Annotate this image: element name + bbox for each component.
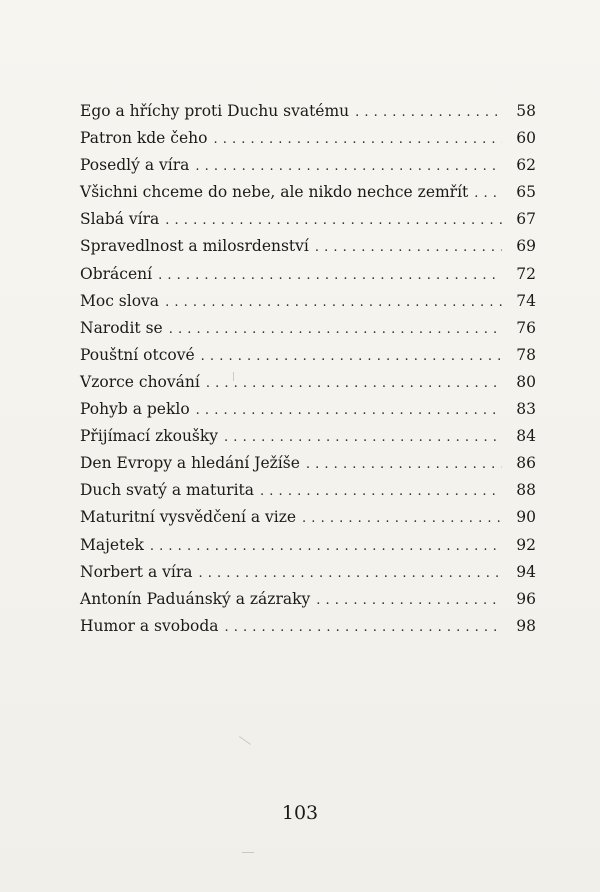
toc-dot-leader [315, 234, 502, 261]
toc-entry [80, 559, 536, 586]
toc-entry [80, 586, 536, 613]
toc-dot-leader [224, 424, 502, 451]
toc-dot-leader [165, 207, 502, 234]
toc-entry [80, 504, 536, 531]
table-of-contents [80, 98, 536, 640]
toc-dot-leader [201, 343, 502, 370]
toc-dot-leader [225, 614, 503, 641]
toc-entry-page: 62 [516, 156, 536, 175]
toc-entry-title: Den Evropy a hledání Ježíše [80, 454, 300, 473]
toc-dot-leader [355, 99, 502, 126]
toc-entry-title: Narodit se [80, 318, 163, 337]
toc-entry [80, 261, 536, 288]
toc-entry-title: Humor a svoboda [80, 616, 219, 635]
toc-entry-page: 78 [516, 345, 536, 364]
toc-dot-leader [165, 289, 502, 316]
toc-entry-page: 69 [516, 237, 536, 256]
toc-dot-leader [316, 587, 502, 614]
toc-entry-title: Slabá víra [80, 210, 160, 229]
toc-entry [80, 315, 536, 342]
toc-entry [80, 423, 536, 450]
toc-entry [80, 477, 536, 504]
toc-entry-page: 60 [516, 129, 536, 148]
toc-entry [80, 369, 536, 396]
toc-entry-title: Ego a hříchy proti Duchu svatému [80, 102, 350, 120]
toc-entry-page: 72 [516, 264, 536, 283]
toc-entry [80, 233, 536, 260]
toc-entry-page: 98 [516, 616, 536, 635]
toc-entry-title: Obrácení [80, 264, 153, 283]
toc-entry-page: 83 [516, 400, 536, 419]
toc-entry-page: 67 [516, 210, 536, 229]
toc-entry-title: Antonín Paduánský a zázraky [80, 589, 311, 608]
toc-entry-page: 88 [516, 481, 536, 500]
toc-entry-title: Všichni chceme do nebe, ale nikdo nechce zemřít [80, 183, 469, 202]
toc-dot-leader [169, 316, 502, 343]
toc-dot-leader [196, 397, 502, 424]
toc-entry-title: Majetek [80, 535, 144, 554]
toc-dot-leader [302, 505, 502, 532]
toc-entry-page: 94 [516, 562, 536, 581]
toc-entry [80, 288, 536, 315]
toc-entry-title: Spravedlnost a milosrdenství [80, 237, 309, 256]
toc-entry-title: Patron kde čeho [80, 129, 208, 148]
toc-entry-title: Přijímací zkoušky [80, 427, 219, 446]
toc-entry-page: 74 [516, 291, 536, 310]
paper-speck [242, 852, 254, 853]
toc-entry-title: Vzorce chování [80, 372, 200, 391]
toc-dot-leader [158, 262, 502, 289]
toc-entry-page: 80 [516, 372, 536, 391]
toc-entry-page: 96 [516, 589, 536, 608]
toc-dot-leader [306, 451, 502, 478]
toc-entry [80, 152, 536, 179]
toc-entry-title: Norbert a víra [80, 562, 193, 581]
toc-entry-title: Posedlý a víra [80, 156, 190, 175]
toc-dot-leader [260, 478, 502, 505]
toc-entry-title: Pohyb a peklo [80, 400, 190, 419]
toc-entry [80, 206, 536, 233]
toc-entry [80, 396, 536, 423]
toc-entry-title: Pouštní otcové [80, 345, 195, 364]
toc-entry-page: 90 [516, 508, 536, 527]
toc-dot-leader [150, 533, 502, 560]
toc-entry [80, 98, 536, 125]
toc-entry [80, 342, 536, 369]
paper-speck [233, 372, 234, 381]
toc-entry [80, 125, 536, 152]
toc-entry [80, 450, 536, 477]
toc-entry [80, 179, 536, 206]
toc-entry-page: 58 [516, 102, 536, 120]
toc-entry-page: 65 [516, 183, 536, 202]
toc-entry [80, 613, 536, 640]
toc-entry-title: Moc slova [80, 291, 160, 310]
toc-entry-page: 76 [516, 318, 536, 337]
toc-entry [80, 532, 536, 559]
toc-entry-title: Maturitní vysvědčení a vize [80, 508, 297, 527]
paper-speck [239, 736, 251, 745]
toc-entry-title: Duch svatý a maturita [80, 481, 255, 500]
toc-entry-page: 92 [516, 535, 536, 554]
toc-dot-leader [206, 370, 502, 397]
page-number: 103 [281, 802, 319, 824]
toc-dot-leader [474, 180, 502, 207]
toc-entry-page: 86 [516, 454, 536, 473]
toc-dot-leader [213, 126, 502, 153]
toc-dot-leader [195, 153, 502, 180]
toc-entry-page: 84 [516, 427, 536, 446]
toc-dot-leader [199, 560, 503, 587]
